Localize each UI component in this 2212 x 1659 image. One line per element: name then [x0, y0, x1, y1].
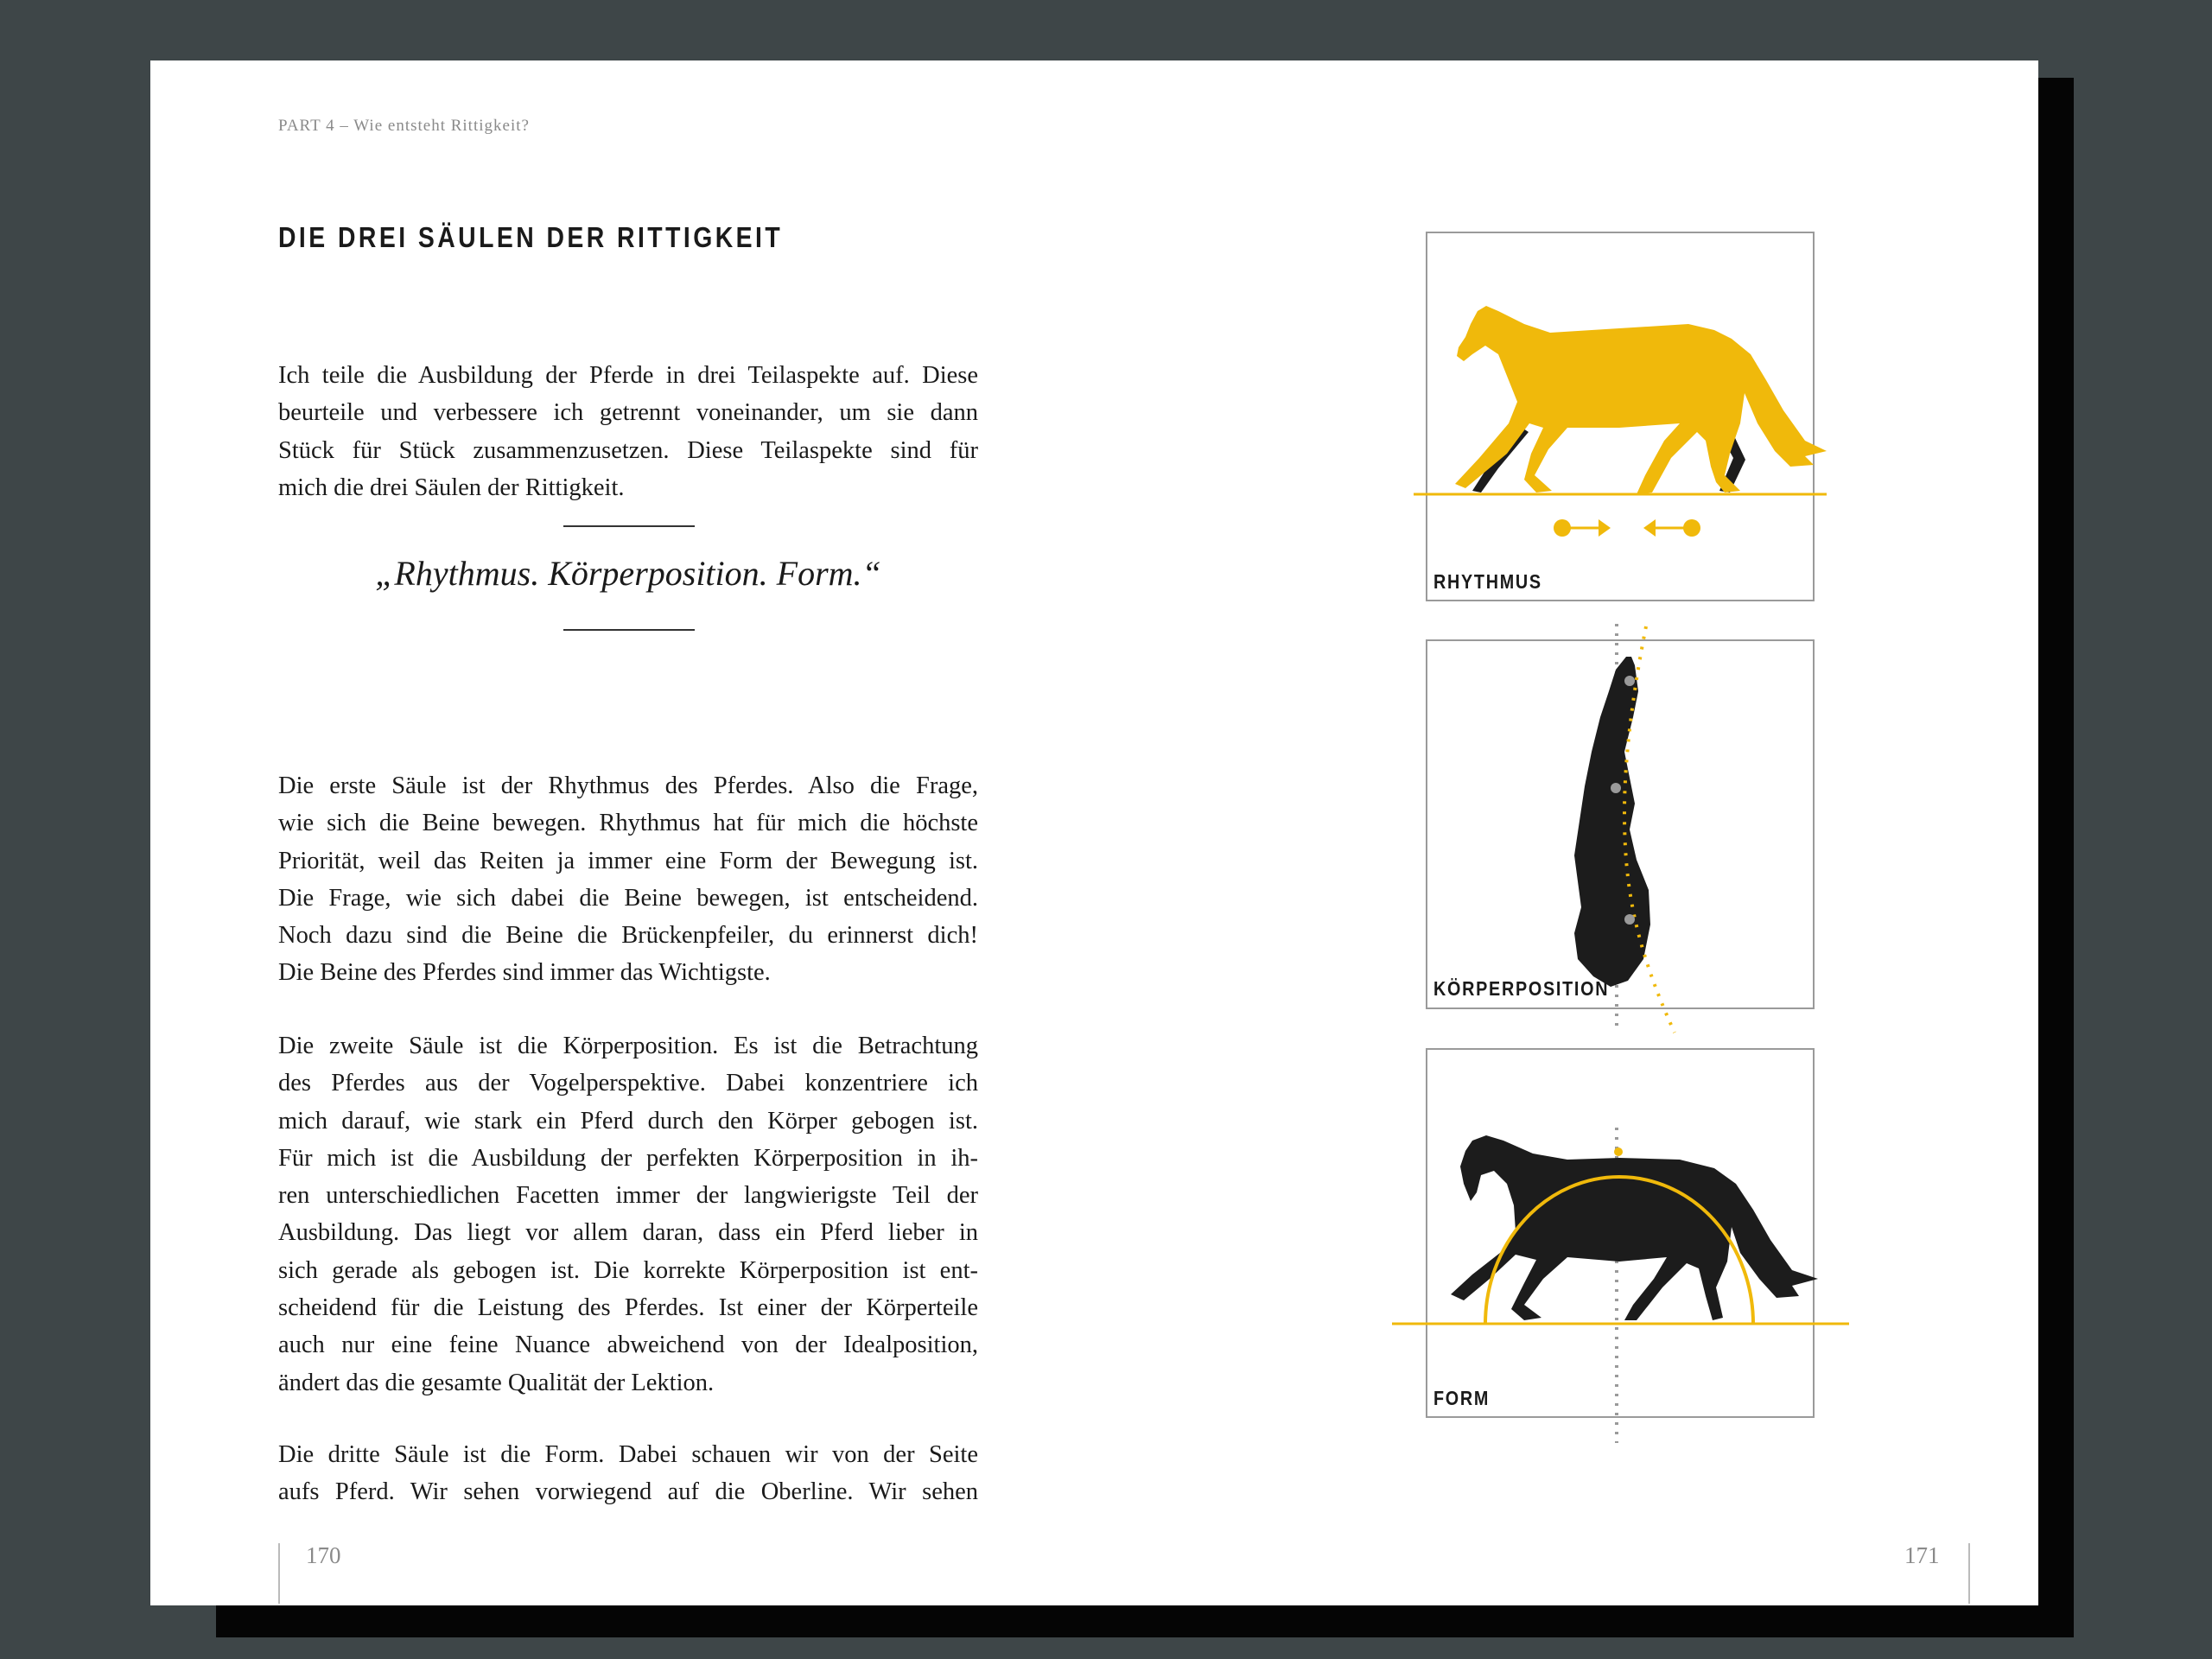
rhythm-label: RHYTHMUS [1433, 570, 1542, 593]
intro-paragraph: Ich teile die Ausbildung der Pferde in drei Teilaspekte auf. Diese beurteile und verbessere ich getrennt voneinander, um sie dann Stück für Stück zusammenzusetzen. Diese Teilaspekte sind für mich die drei Säulen der Rittigkeit. [278, 362, 978, 501]
book-spread [150, 60, 2038, 1605]
body-position-label: KÖRPERPOSITION [1433, 977, 1610, 1000]
paragraph-rhythm: Die erste Säule ist der Rhythmus des Pferdes. Also die Frage, wie sich die Beine bewegen. Rhythmus hat für mich die höchste Priorität, weil das Reiten ja immer eine Form der Bewegung ist. Die Frage, wie sich dabei die Beine bewegen, ist entscheidend. Noch dazu sind die Beine die Brückenpfeiler, du erinnerst dich! Die Beine des Pferdes sind immer das Wichtigste. [278, 772, 978, 987]
form-label: FORM [1433, 1387, 1491, 1409]
paragraph-form: Die dritte Säule ist die Form. Dabei schauen wir von der Seite aufs Pferd. Wir sehen vorwiegend auf die Oberline. Wir sehen [278, 1441, 978, 1506]
running-head: PART 4 – Wie entsteht Rittigkeit? [278, 117, 530, 135]
section-title: DIE DREI SÄULEN DER RITTIGKEIT [278, 221, 784, 253]
horse-side-trot-icon [1414, 306, 1827, 537]
pull-quote: „Rhythmus. Körperposition. Form.“ [375, 554, 881, 593]
paragraph-body-position: Die zweite Säule ist die Körperposition. Es ist die Betrachtung des Pferdes aus der Vogelperspektive. Dabei konzentriere ich mich darauf, wie stark ein Pferd durch den Körper gebogen ist. Für mich ist die Ausbildung der perfekten Körperposition in ih- ren unterschiedlichen Facetten immer der langwierigste Teil der Ausbildung. Das liegt vor allem daran, dass ein Pferd lieber in sich gerade als gebogen ist. Die korrekte Körperposition ist ent- scheidend für die Leistung des Pferdes. Ist einer der Körperteile auch nur eine feine Nuance abweichend von der Idealposition, ändert das die gesamte Qualität der Lektion. [278, 1033, 978, 1396]
figures-illustration [150, 60, 2038, 1605]
form-horse-body [1451, 1135, 1818, 1320]
horse-top-view-icon [1574, 624, 1675, 1033]
rhythm-horse-body [1455, 306, 1827, 494]
page-number-right: 171 [1904, 1542, 1940, 1568]
page-number-left: 170 [306, 1542, 341, 1568]
